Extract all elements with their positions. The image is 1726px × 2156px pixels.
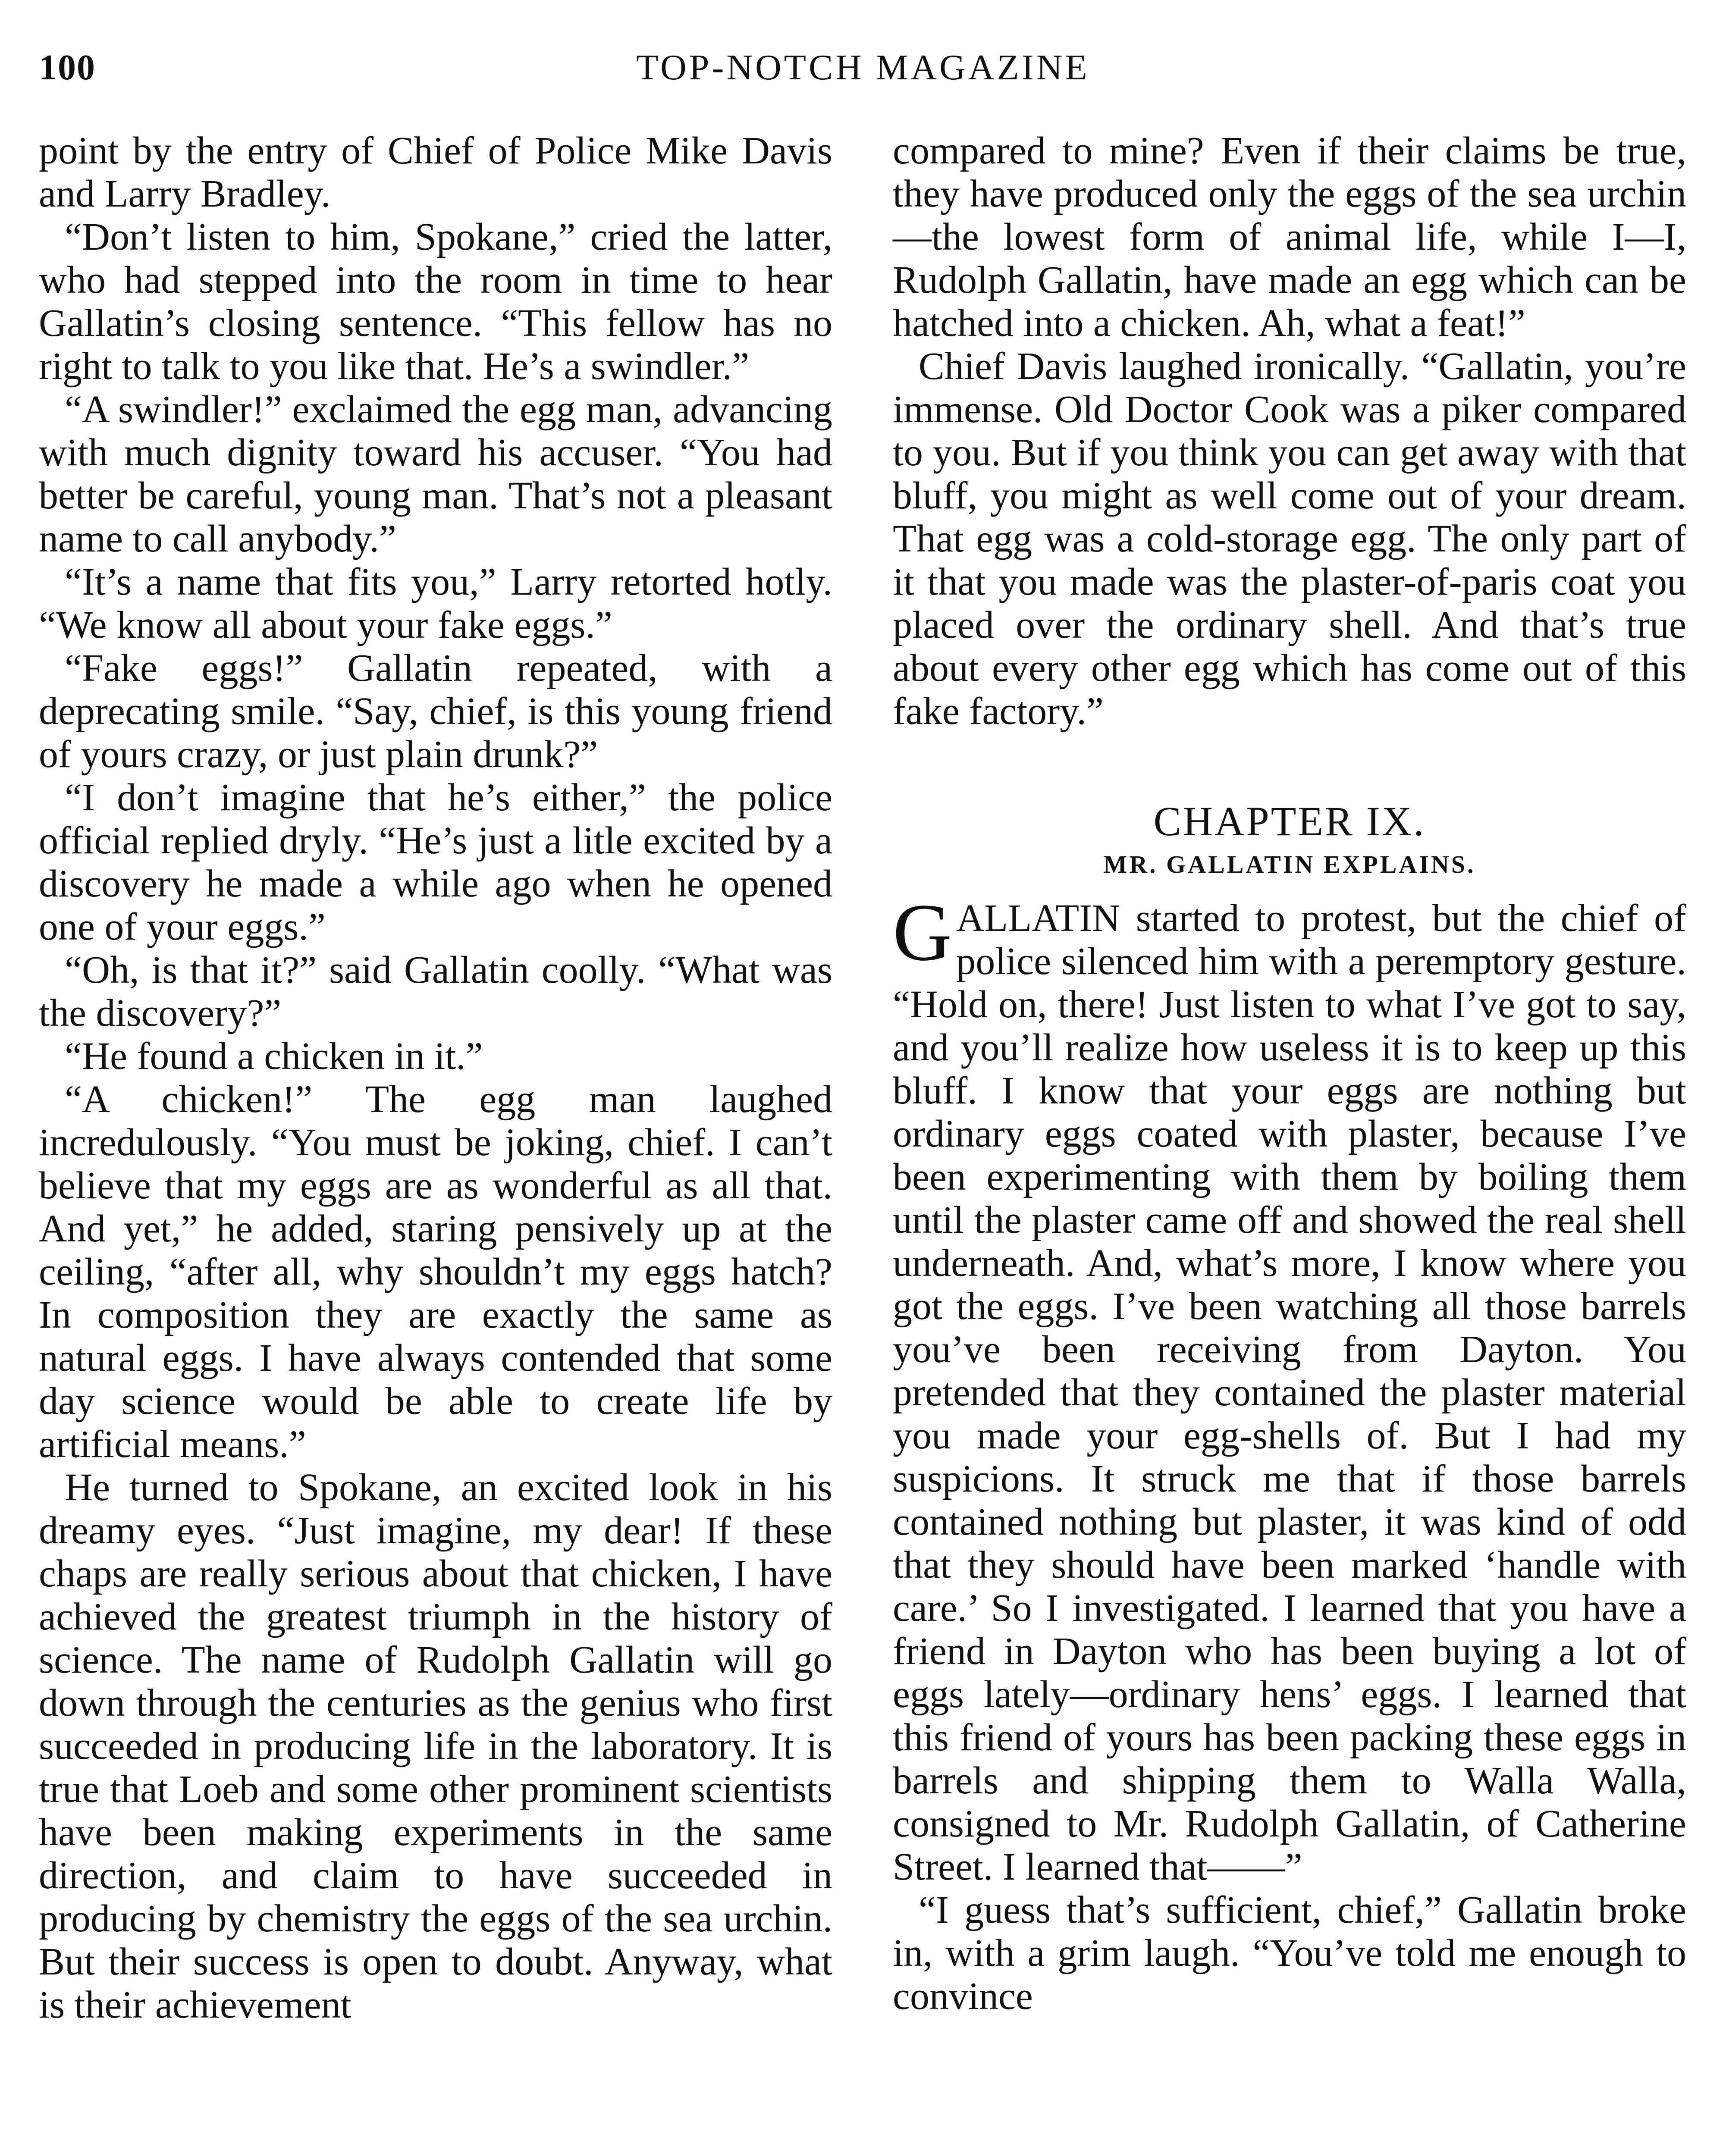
paragraph: “A chicken!” The egg man laughed incredulously. “You must be joking, chief. I can’t believe that my eggs are as wonderful as all that. And yet,” he added, staring pensively up at the ceiling, “after all, why shouldn’t my eggs hatch? In composition they are exactly the same as natural eggs. I have always contended that some day science would be able to create life by artificial means.” (39, 1078, 832, 1466)
paragraph: “Don’t listen to him, Spokane,” cried the latter, who had stepped into the room in time to hear Gallatin’s closing sentence. “This fellow has no right to talk to you like that. He’s a swindler.” (39, 216, 832, 388)
paragraph: “Fake eggs!” Gallatin repeated, with a deprecating smile. “Say, chief, is this young friend of yours crazy, or just plain drunk?” (39, 647, 832, 776)
paragraph: He turned to Spokane, an excited look in his dreamy eyes. “Just imagine, my dear! If these chaps are really serious about that chicken, I have achieved the greatest triumph in the history of science. The name of Rudolph Gallatin will go down through the centuries as the genius who first succeeded in producing life in the laboratory. It is true that Loeb and some other prominent scientists have been making experiments in the same direction, and claim to have succeeded in producing by chemistry the eggs of the sea urchin. But their success is open to doubt. Anyway, what is their achievement (39, 1466, 832, 2026)
magazine-title: TOP-NOTCH MAGAZINE (636, 47, 1090, 88)
page-header (39, 47, 1687, 94)
paragraph: “Oh, is that it?” said Gallatin coolly. “What was the discovery?” (39, 949, 832, 1034)
left-column (39, 129, 832, 2027)
chapter-heading (893, 798, 1686, 884)
chapter-opening-paragraph (893, 887, 1686, 1889)
page-number: 100 (39, 47, 96, 88)
paragraph: “I don’t imagine that he’s either,” the police official replied dryly. “He’s just a litle excited by a discovery he made a while ago when he opened one of your eggs.” (39, 776, 832, 948)
right-column (893, 129, 1686, 2018)
chapter-opening-text: ALLATIN started to protest, but the chief of police silenced him with a peremptory gesture. “Hold on, there! Just listen to what I’ve got to say, and you’ll realize how useless it is to keep up this bluff. I know that your eggs are nothing but ordinary eggs coated with plaster, because I’ve been experimenting with them by boiling them until the plaster came off and showed the real shell underneath. And, what’s more, I know where you got the eggs. I’ve been watching all those barrels you’ve been receiving from Dayton. You pretended that they contained the plaster material you made your egg-shells of. But I had my suspicions. It struck me that if those barrels contained nothing but plaster, it was kind of odd that they should have been marked ‘handle with care.’ So I investigated. I learned that you have a friend in Dayton who has been buying a lot of eggs lately—ordinary hens’ eggs. I learned that this friend of yours has been packing these eggs in barrels and shipping them to Walla Walla, consigned to Mr. Rudolph Gallatin, of Catherine Street. I learned that——” (893, 897, 1686, 1888)
drop-cap: G (893, 887, 952, 978)
paragraph: Chief Davis laughed ironically. “Gallatin, you’re immense. Old Doctor Cook was a piker compared to you. But if you think you can get away with that bluff, you might as well come out of your dream. That egg was a cold-storage egg. The only part of it that you made was the plaster-of-paris coat you placed over the ordinary shell. And that’s true about every other egg which has come out of this fake factory.” (893, 345, 1686, 733)
paragraph: “It’s a name that fits you,” Larry retorted hotly. “We know all about your fake eggs.” (39, 561, 832, 646)
paragraph: “I guess that’s sufficient, chief,” Gallatin broke in, with a grim laugh. “You’ve told me enough to convince (893, 1889, 1686, 2018)
chapter-title: CHAPTER IX. (1153, 798, 1426, 844)
paragraph: point by the entry of Chief of Police Mike Davis and Larry Bradley. (39, 129, 832, 215)
chapter-subtitle: MR. GALLATIN EXPLAINS. (1103, 850, 1476, 878)
paragraph: “He found a chicken in it.” (65, 1035, 483, 1078)
paragraph: compared to mine? Even if their claims be true, they have produced only the eggs of the sea urchin—the lowest form of animal life, while I—I, Rudolph Gallatin, have made an egg which can be hatched into a chicken. Ah, what a feat!” (893, 129, 1686, 345)
paragraph: “A swindler!” exclaimed the egg man, advancing with much dignity toward his accuser. “You had better be careful, young man. That’s not a pleasant name to call anybody.” (39, 388, 832, 560)
